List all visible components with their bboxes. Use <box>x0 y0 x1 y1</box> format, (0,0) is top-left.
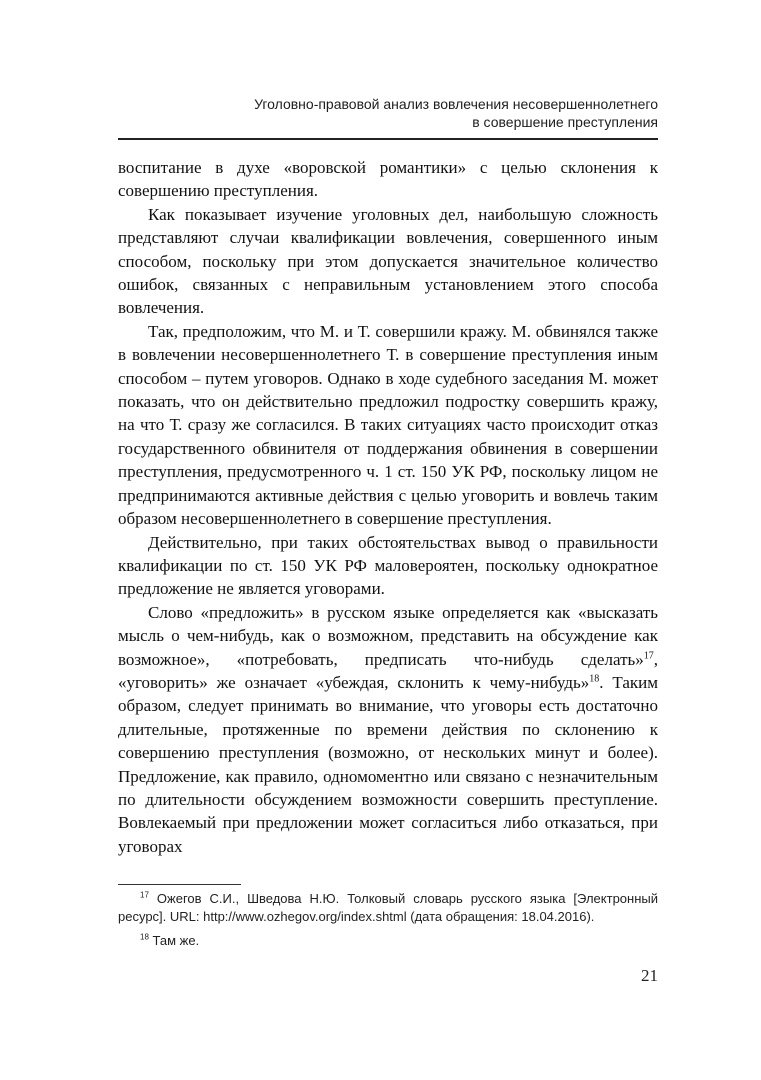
running-header-line-1: Уголовно-правовой анализ вовлечения несовершеннолетнего <box>254 96 658 112</box>
paragraph-2: Как показывает изучение уголовных дел, наибольшую сложность представляют случаи квалификации вовлечения, совершенного иным способом, поскольку при этом допускается значительное количество ошибок, связанных с неправильным установлением этого способа вовлечения. <box>118 204 658 318</box>
footnotes <box>118 890 658 956</box>
footnote-18 <box>118 932 658 950</box>
footnote-number: 17 <box>140 890 149 900</box>
footnote-text: Там же. <box>148 933 200 948</box>
paragraph-5-part-1: Слово «предложить» в русском языке определяется как «высказать мысль о чем-нибудь, как о возможном, представить на обсуждение как возможное», «потребовать, предписать что-нибудь сделать» <box>118 602 658 669</box>
page-number: 21 <box>641 966 658 985</box>
running-header-line-2: в совершение преступления <box>472 114 658 130</box>
footnote-ref-17[interactable]: 17 <box>643 649 654 661</box>
paragraph-1: воспитание в духе «воровской романтики» с целью склонения к совершению преступления. <box>118 158 658 201</box>
paragraph-5 <box>118 601 658 858</box>
footnote-17 <box>118 890 658 926</box>
paragraph-3: Так, предположим, что М. и Т. совершили кражу. М. обвинялся также в вовлечении несовершеннолетнего Т. в совершение преступления иным способом – путем уговоров. Однако в ходе судебного заседания М. может показать, что он действительно предложил подростку совершить кражу, на что Т. сразу же согласился. В таких ситуациях часто происходит отказ государственного обвинителя от поддержания обвинения в совершении преступления, предусмотренного ч. 1 ст. 150 УК РФ, поскольку лицом не предпринимаются активные действия с целью уговорить и вовлечь таким образом несовершеннолетнего в совершение преступления. <box>118 321 658 529</box>
paragraph-5-part-2: , «уговорить» же означает «убеждая, склонить к чему-нибудь» <box>118 649 658 692</box>
running-header <box>118 95 658 131</box>
header-divider <box>118 138 658 140</box>
paragraph-4: Действительно, при таких обстоятельствах вывод о правильности квалификации по ст. 150 УК РФ маловероятен, поскольку однократное предложение не является уговорами. <box>118 532 658 599</box>
footnote-number: 18 <box>140 932 149 942</box>
main-text <box>118 156 658 858</box>
footnote-divider <box>118 884 241 885</box>
footnote-ref-18[interactable]: 18 <box>589 673 600 685</box>
footnote-text: Ожегов С.И., Шведова Н.Ю. Толковый словарь русского языка [Электронный ресурс]. URL: http://www.ozhegov.org/index.shtml (дата обращения: 18.04.2016). <box>118 891 658 924</box>
paragraph-5-part-3: . Таким образом, следует принимать во внимание, что уговоры есть достаточно длительные, протяженные по времени действия по склонению к совершению преступления (возможно, от нескольких минут и более). Предложение, как правило, одномоментно или связано с незначительным по длительности обсуждением возможности совершить преступление. Вовлекаемый при предложении может согласиться либо отказаться, при уговорах <box>118 672 658 856</box>
